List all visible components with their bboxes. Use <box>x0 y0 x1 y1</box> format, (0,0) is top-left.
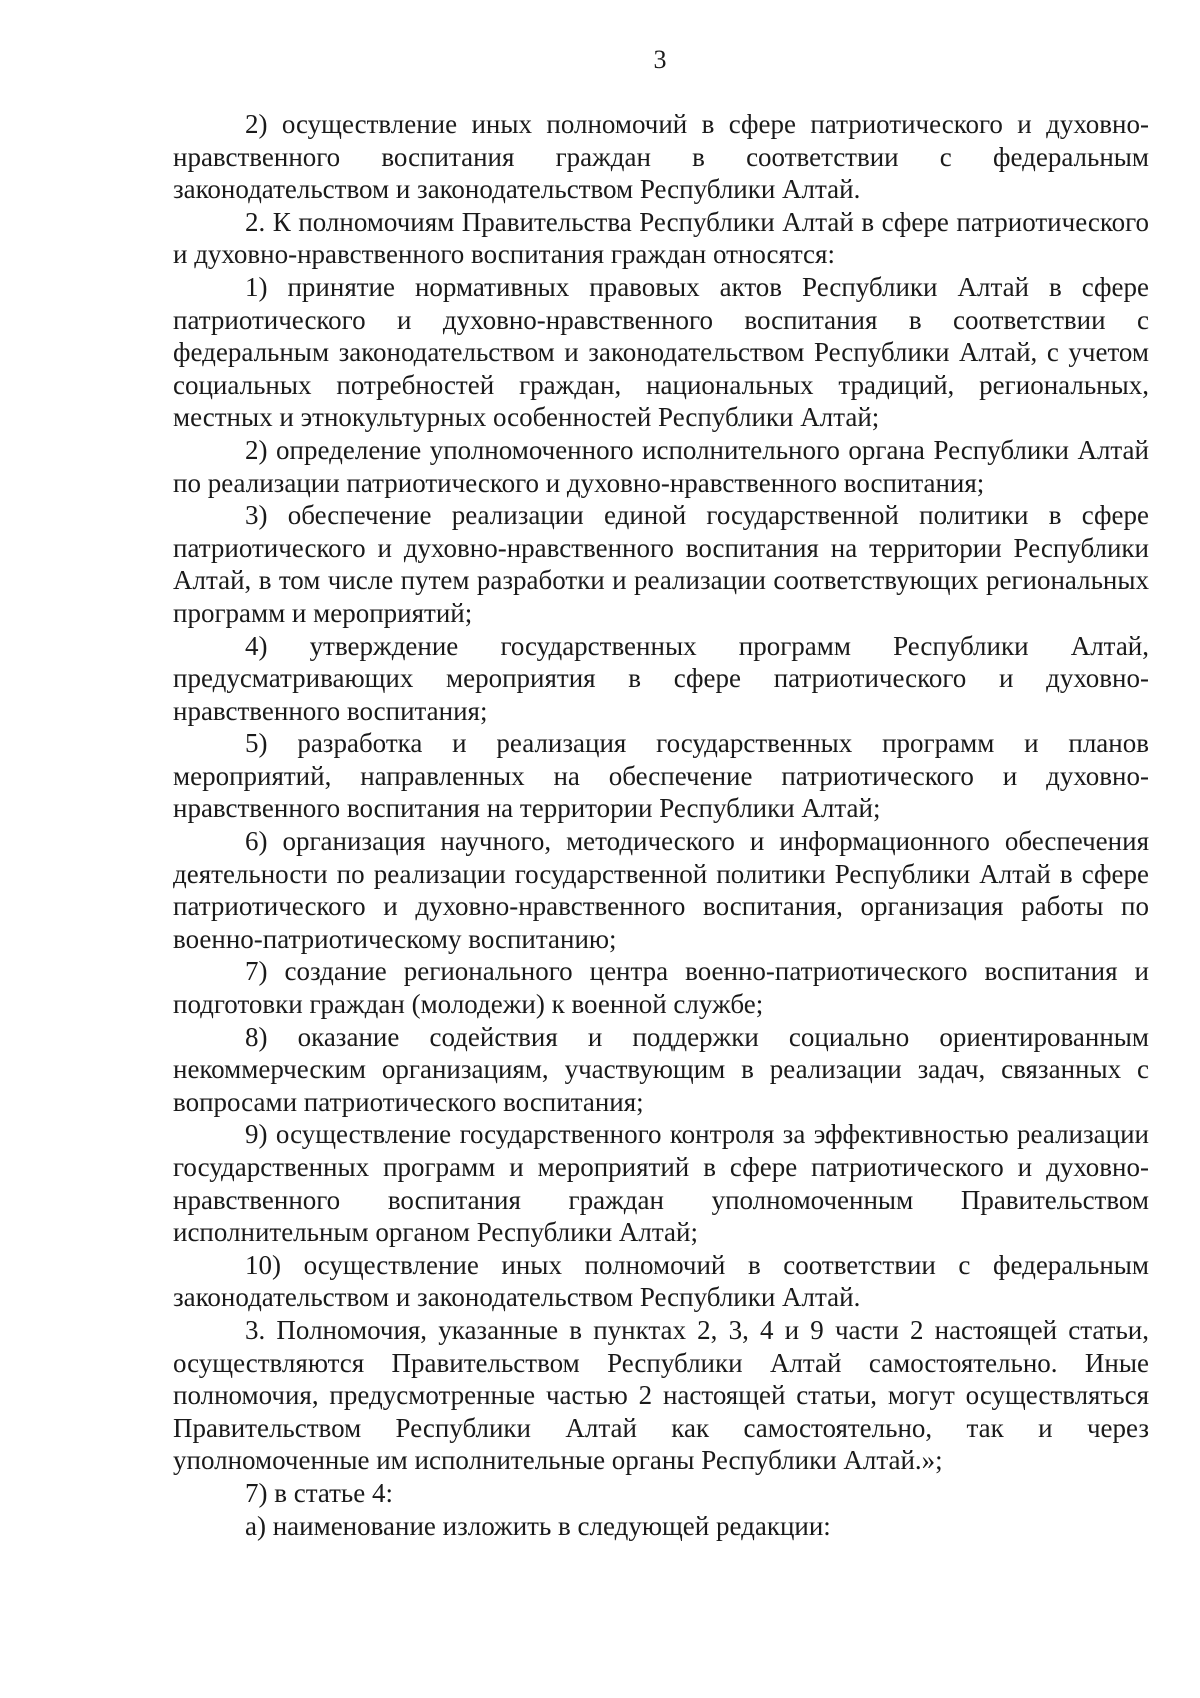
paragraph-item-2: 2) определение уполномоченного исполнительного органа Республики Алтай по реализации патриотического и духовно-нравственного воспитания; <box>173 434 1149 498</box>
paragraph-item-5: 5) разработка и реализация государственных программ и планов мероприятий, направленных на обеспечение патриотического и духовно-нравственного воспитания на территории Республики Алтай; <box>173 728 1149 824</box>
paragraph-item-2-end: 2) осуществление иных полномочий в сфере патриотического и духовно-нравственного воспитания граждан в соответствии с федеральным законодательством и законодательством Республики Алтай. <box>173 109 1149 205</box>
paragraph-item-10: 10) осуществление иных полномочий в соответствии с федеральным законодательством и законодательством Республики Алтай. <box>173 1249 1149 1313</box>
paragraph-item-7: 7) создание регионального центра военно-патриотического воспитания и подготовки граждан (молодежи) к военной службе; <box>173 956 1149 1020</box>
page-number: 3 <box>653 45 667 74</box>
paragraph-part-3: 3. Полномочия, указанные в пунктах 2, 3, 4 и 9 части 2 настоящей статьи, осуществляются Правительством Республики Алтай самостоятельно. Иные полномочия, предусмотренные частью 2 настоящей статьи, могут осуществляться Правительством Республики Алтай как самостоятельно, так и через уполномоченные им исполнительные органы Республики Алтай.»; <box>173 1314 1149 1476</box>
document-body <box>173 108 1149 1542</box>
paragraph-part-2-intro: 2. К полномочиям Правительства Республики Алтай в сфере патриотического и духовно-нравственного воспитания граждан относятся: <box>173 206 1149 270</box>
paragraph-amendment-7a: а) наименование изложить в следующей редакции: <box>245 1510 831 1541</box>
paragraph-item-1: 1) принятие нормативных правовых актов Республики Алтай в сфере патриотического и духовно-нравственного воспитания в соответствии с федеральным законодательством и законодательством Республики Алтай, с учетом социальных потребностей граждан, национальных традиций, региональных, местных и этнокультурных особенностей Республики Алтай; <box>173 271 1149 433</box>
paragraph-item-3: 3) обеспечение реализации единой государственной политики в сфере патриотического и духовно-нравственного воспитания на территории Республики Алтай, в том числе путем разработки и реализации соответствующих региональных программ и мероприятий; <box>173 500 1149 628</box>
paragraph-amendment-7: 7) в статье 4: <box>245 1477 393 1508</box>
paragraph-item-6: 6) организация научного, методического и информационного обеспечения деятельности по реализации государственной политики Республики Алтай в сфере патриотического и духовно-нравственного воспитания, организация работы по военно-патриотическому воспитанию; <box>173 826 1149 954</box>
paragraph-item-4: 4) утверждение государственных программ Республики Алтай, предусматривающих мероприятия в сфере патриотического и духовно-нравственного воспитания; <box>173 630 1149 726</box>
paragraph-item-8: 8) оказание содействия и поддержки социально ориентированным некоммерческим организациям, участвующим в реализации задач, связанных с вопросами патриотического воспитания; <box>173 1021 1149 1117</box>
paragraph-item-9: 9) осуществление государственного контроля за эффективностью реализации государственных программ и мероприятий в сфере патриотического и духовно-нравственного воспитания граждан уполномоченным Правительством исполнительным органом Республики Алтай; <box>173 1119 1149 1248</box>
